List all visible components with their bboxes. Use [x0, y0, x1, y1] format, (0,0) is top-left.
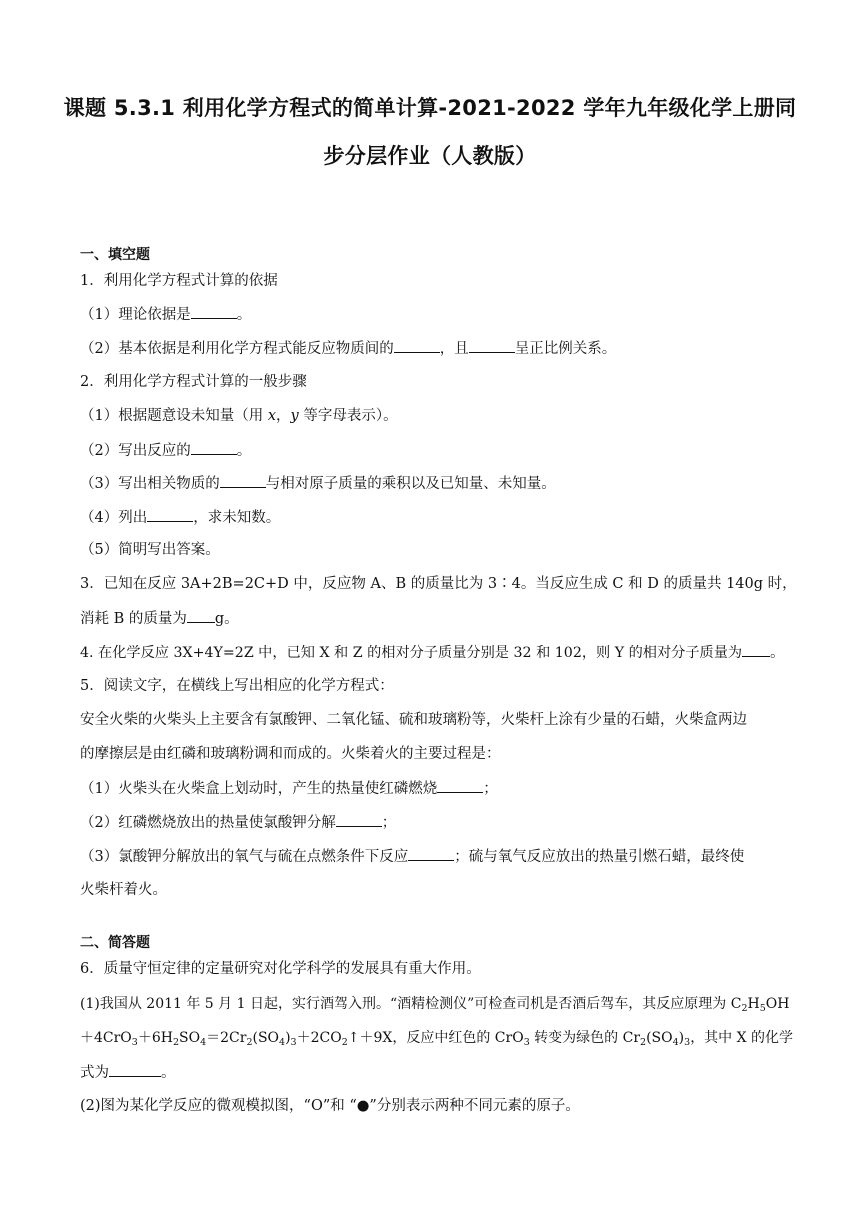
answer-blank[interactable] [220, 474, 266, 488]
question-5-part-3: （3）氯酸钾分解放出的氧气与硫在点燃条件下反应 ；硫与氧气反应放出的热量引燃石蜡，最终使 [80, 849, 745, 865]
answer-blank[interactable] [394, 339, 440, 353]
answer-blank[interactable] [437, 779, 483, 793]
document-title-line-1: 课题 5.3.1 利用化学方程式的简单计算-2021-2022 学年九年级化学上册同 [63, 96, 797, 120]
section-heading-fill-in: 一、填空题 [80, 247, 150, 263]
answer-blank[interactable] [408, 847, 454, 861]
question-2-step-3: （3）写出相关物质的 与相对原子质量的乘积以及已知量、未知量。 [80, 476, 556, 492]
question-2-stem: 2．利用化学方程式计算的一般步骤 [80, 374, 307, 390]
question-2-step-1: （1）根据题意设未知量（用 x，y 等字母表示）。 [80, 408, 398, 424]
answer-blank[interactable] [191, 441, 237, 455]
question-5-passage-line-1: 安全火柴的火柴头上主要含有氯酸钾、二氧化锰、硫和玻璃粉等，火柴杆上涂有少量的石蜡，火柴盒两边 [80, 712, 747, 728]
question-1-stem: 1．利用化学方程式计算的依据 [80, 273, 278, 289]
answer-blank[interactable] [187, 609, 215, 623]
section-heading-short-answer: 二、简答题 [80, 935, 150, 951]
question-3-line-2: 消耗 B 的质量为 g。 [80, 611, 239, 627]
answer-blank[interactable] [336, 813, 382, 827]
question-2-step-2: （2）写出反应的 。 [80, 443, 252, 459]
answer-blank[interactable] [469, 339, 515, 353]
question-5-part-1: （1）火柴头在火柴盒上划动时，产生的热量使红磷燃烧 ； [80, 781, 498, 797]
question-5-part-2: （2）红磷燃烧放出的热量使氯酸钾分解 ； [80, 815, 397, 831]
question-5-part-3-continued: 火柴杆着火。 [80, 882, 167, 898]
answer-blank[interactable] [191, 305, 237, 319]
answer-blank[interactable] [147, 508, 193, 522]
question-6-stem: 6．质量守恒定律的定量研究对化学科学的发展具有重大作用。 [80, 961, 481, 977]
question-1-part-2: （2）基本依据是利用化学方程式能反应物质间的 ，且 呈正比例关系。 [80, 341, 617, 357]
question-2-step-4: （4）列出 ，求未知数。 [80, 510, 281, 526]
question-5-passage-line-2: 的摩擦层是由红磷和玻璃粉调和而成的。火柴着火的主要过程是： [80, 746, 501, 762]
question-5-stem: 5．阅读文字，在横线上写出相应的化学方程式： [80, 678, 394, 694]
question-4: 4. 在化学反应 3X+4Y=2Z 中，已知 X 和 Z 的相对分子质量分别是 32 和 102，则 Y 的相对分子质量为 。 [80, 645, 785, 661]
answer-blank[interactable] [742, 643, 770, 657]
question-6-part-1-line-3: 式为 。 [80, 1065, 176, 1081]
question-6-part-2: (2)图为某化学反应的微观模拟图，“O”和 “●”分别表示两种不同元素的原子。 [80, 1098, 580, 1114]
document-title-line-2: 步分层作业（人教版） [323, 144, 537, 168]
question-3-line-1: 3．已知在反应 3A+2B=2C+D 中，反应物 A、B 的质量比为 3∶4。当反应生成 C 和 D 的质量共 140g 时， [80, 576, 797, 592]
question-6-part-1-equation: $+4CrO_3+6H_2SO_4=2Cr_2(SO_4)_3+2CO_2↑+9X$，反应中红色的 CrO$_3$ 转变为绿色的 $Cr_2(SO_4)_3$，其中 X 的化学 [80, 1030, 794, 1048]
answer-blank[interactable] [109, 1063, 161, 1077]
question-6-part-1-line-1: (1)我国从 2011 年 5 月 1 日起，实行酒驾入刑。“酒精检测仪”可检查司机是否酒后驾车，其反应原理为 $C_2H_5OH$ [80, 996, 790, 1014]
question-2-step-5: （5）简明写出答案。 [80, 542, 220, 558]
question-1-part-1: （1）理论依据是 。 [80, 307, 252, 323]
